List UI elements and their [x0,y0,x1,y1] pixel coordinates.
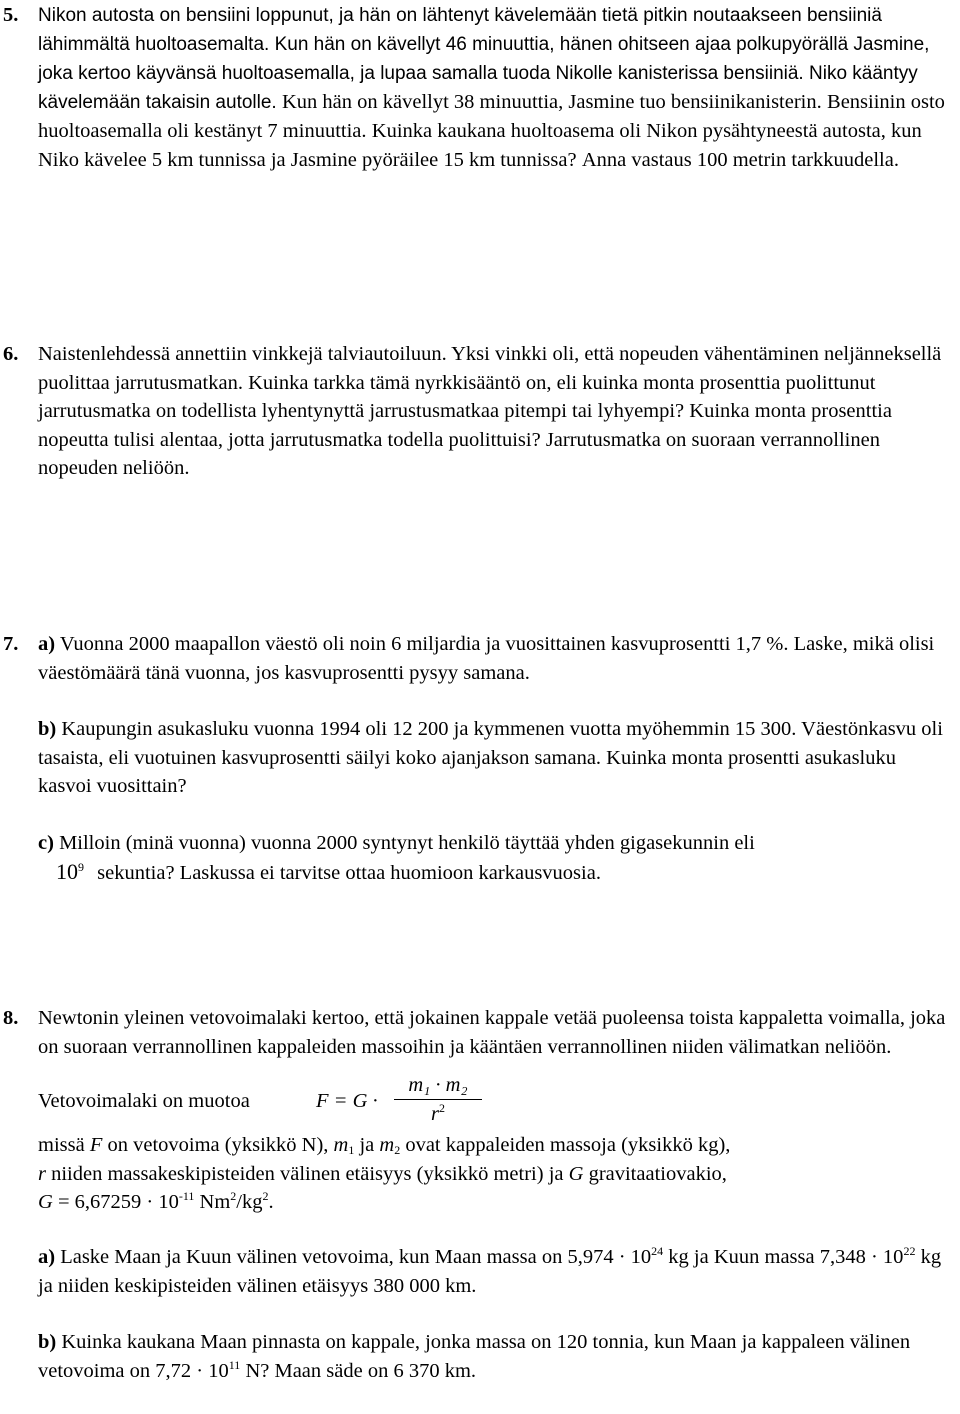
part-text: Kaupungin asukasluku vuonna 1994 oli 12 200 ja kymmenen vuotta myöhemmin 15 300. Väestönkasvu oli tasaista, eli vuotuinen kasvuprosentti säilyi koko ajanjakson samana. Kuinka monta prosentti asukasluku kasvoi vuosittain? [38,718,943,798]
problem-7 [0,630,948,887]
problem-body [38,1004,948,1385]
part-b [38,715,948,801]
sentence: Nikon autosta on bensiini loppunut, ja hän on lähtenyt kävelemään tietä pitkin noutaakseen bensiiniä lähimmältä huoltoasemalta. [38,5,882,55]
problem-8 [0,1004,948,1385]
sentence: Kun hän on kävellyt 38 minuuttia, Jasmine tuo bensiinikanisterin. [281,91,822,113]
part-text: Milloin (minä vuonna) vuonna 2000 syntynyt henkilö täyttää yhden gigasekunnin eli [59,831,755,854]
formula-numerator: m₁ · m₂ [408,1074,468,1097]
part-label: a) [38,633,56,655]
problem-6 [0,340,948,483]
problem-number: 6. [3,343,19,365]
symbol-r: r [38,1162,46,1185]
part-a: a) Laske Maan ja Kuun välinen vetovoima, kun Maan massa on $5,974 \cdot 10^{24}$ kg ja Kuun massa $7,348 \cdot 10^{22}$ kg ja niiden keskipisteiden välinen etäisyys 380 000 km. [38,1243,942,1297]
symbol-G: G [38,1191,53,1214]
formula-fraction [390,1071,486,1129]
power-exponent: 9 [78,859,84,874]
part-label: c) [38,831,54,854]
sentence: Bensiinin osto huoltoasemalla oli kestänyt 7 minuuttia. [38,91,945,142]
power-base: 10 [56,858,78,884]
part-text: Vuonna 2000 maapallon väestö oli noin 6 miljardia ja vuosittainen kasvuprosentti 1,7 %. Laske, mikä olisi väestömäärä tänä vuonna, jos kasvuprosentti pysyy samana. [38,633,935,684]
problem-number: 7. [3,633,19,655]
part-a [38,630,948,687]
variable-description: missä F on vetovoima (yksikkö N), $m_1$ ja $m_2$ ovat kappaleiden massoja (yksikkö kg), r niiden massakeskipisteiden välinen etäisyys (yksikkö metri) ja G gravitaatiovakio, $G = 6,67259 \cdot 10^{-11}$ $Nm^2/kg^2$. [38,1134,731,1214]
symbol-m: m [333,1134,349,1157]
part-label: a) [38,1245,56,1268]
problem-text: Naistenlehdessä annettiin vinkkejä talviautoiluun. Yksi vinkki oli, että nopeuden vähentäminen neljänneksellä puolittaa jarrutusmatkan. Kuinka tarkka tämä nyrkkisääntö on, eli kuinka monta prosenttia puolittunut jarrutusmatka on todellista lyhentynyttä jarrustusmatkaa pitempi tai lyhyempi? Kuinka monta prosenttia nopeutta tulisi alentaa, jotta jarrutusmatka todella puolittuisi? Jarrutusmatka on suoraan verrannollinen nopeuden neliöön. [38,343,942,480]
problem-5 [0,1,948,175]
formula-denominator: $r^2$ [431,1101,445,1126]
intro-text: Newtonin yleinen vetovoimalaki kertoo, että jokainen kappale vetää puoleensa toista kappaletta voimalla, joka on suoraan verrannollinen kappaleiden massoihin ja kääntäen verrannollinen niiden välimatkan neliöön. [38,1007,946,1058]
part-b: b) Kuinka kaukana Maan pinnasta on kappale, jonka massa on 120 tonnia, kun Maan ja kappaleen välinen vetovoima on $7,72 \cdot 10^{11}$ N? Maan säde on 6 370 km. [38,1331,911,1382]
formula-lead: Vetovoimalaki on muotoa [38,1090,250,1113]
part-label: b) [38,718,57,741]
symbol-m: m [379,1134,395,1157]
formula-row [38,1071,948,1131]
power-expression [56,859,84,884]
part-c [38,829,948,887]
problem-number: 8. [3,1007,19,1029]
symbol-F: F [89,1134,103,1157]
part-label: b) [38,1331,57,1354]
sentence: Kuinka kaukana huoltoasema oli Nikon pysähtyneestä autosta, kun Niko kävelee 5 km tunnissa ja Jasmine pyöräilee 15 km tunnissa? [38,120,922,171]
part-text-tail: sekuntia? Laskussa ei tarvitse ottaa huomioon karkausvuosia. [97,861,601,884]
formula-lhs: F = G · [316,1090,378,1113]
sentence: Kun hän on kävellyt 46 minuuttia, hänen ohitseen ajaa polkupyörällä Jasmine, joka kertoo käyvänsä huoltoasemalla, ja lupaa samalla tuoda Nikolle kanisterissa bensiiniä. [38,34,930,84]
problem-text [38,1,948,175]
problem-number: 5. [3,4,19,26]
sentence: Niko kääntyy kävelemään takaisin autolle. [38,63,918,113]
symbol-G: G [568,1162,584,1185]
problem-body [38,630,948,887]
sentence: Anna vastaus 100 metrin tarkkuudella. [581,149,899,171]
